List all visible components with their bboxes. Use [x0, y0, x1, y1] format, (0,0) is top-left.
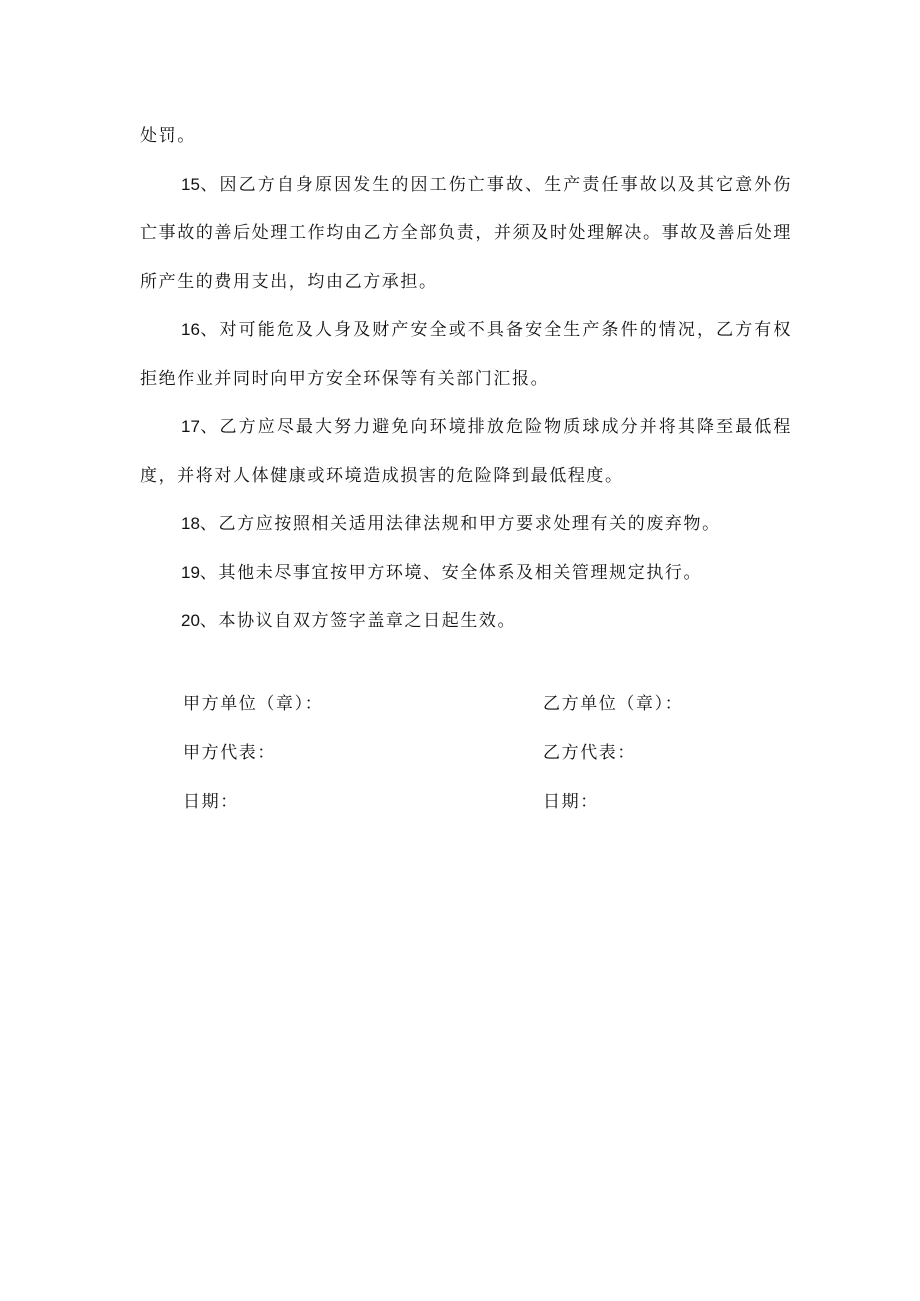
signature-row-representative — [183, 729, 783, 778]
clause-text: 、乙方应尽最大努力避免向环境排放危险物质球成分并将其降至最低程度，并将对人体健康或环境造成损害的危险降到最低程度。 — [140, 417, 792, 486]
clause-15 — [140, 161, 792, 307]
clause-number: 16 — [181, 320, 200, 339]
clause-text: 、其他未尽事宜按甲方环境、安全体系及相关管理规定执行。 — [199, 562, 703, 583]
signature-row-date — [183, 778, 783, 827]
clause-16 — [140, 306, 792, 403]
clause-17 — [140, 403, 792, 500]
clause-number: 17 — [181, 417, 200, 436]
signature-row-unit — [183, 680, 783, 729]
clause-number: 19 — [181, 562, 200, 582]
clause-number: 18 — [181, 514, 200, 533]
clause-number: 20 — [181, 611, 200, 630]
clause-text: 、因乙方自身原因发生的因工伤亡事故、生产责任事故以及其它意外伤亡事故的善后处理工作均由乙方全部负责，并须及时处理解决。事故及善后处理所产生的费用支出，均由乙方承担。 — [140, 174, 792, 292]
party-a-date-label: 日期： — [183, 792, 239, 812]
party-b-representative-label: 乙方代表： — [543, 743, 636, 763]
party-b-unit-label: 乙方单位（章）： — [543, 694, 684, 714]
clause-20 — [140, 597, 792, 646]
clause-continuation — [140, 112, 792, 161]
party-a-unit-label: 甲方单位（章）： — [183, 694, 324, 714]
party-a-representative-label: 甲方代表： — [183, 743, 276, 763]
clause-text: 、乙方应按照相关适用法律法规和甲方要求处理有关的废弃物。 — [199, 514, 721, 534]
clause-text: 处罚。 — [140, 126, 196, 146]
clause-number: 15 — [181, 174, 200, 194]
signature-block — [183, 680, 783, 827]
clause-text: 、对可能危及人身及财产安全或不具备安全生产条件的情况，乙方有权拒绝作业并同时向甲方安全环保等有关部门汇报。 — [140, 320, 792, 389]
clause-18 — [140, 500, 792, 549]
party-b-date-label: 日期： — [543, 792, 599, 812]
clause-19 — [140, 549, 792, 598]
clause-text: 、本协议自双方签字盖章之日起生效。 — [199, 611, 517, 631]
agreement-body — [140, 112, 792, 646]
